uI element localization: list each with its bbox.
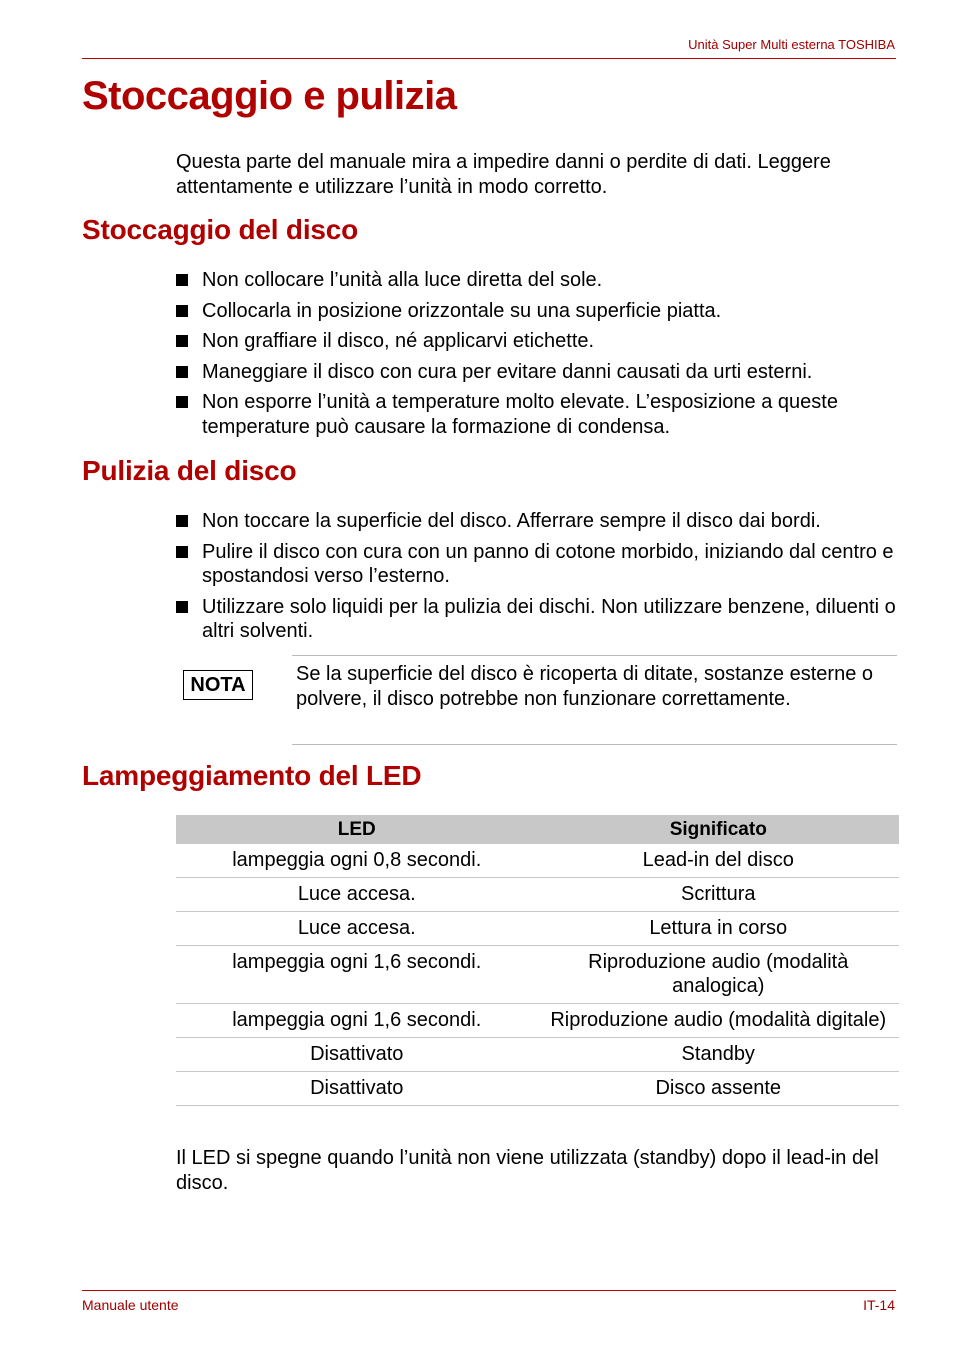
footer-rule [82,1290,896,1291]
column-header-led: LED [176,815,538,844]
bullet-square-icon [176,335,188,347]
bullet-square-icon [176,515,188,527]
note-badge: NOTA [183,670,253,700]
section-heading-storage: Stoccaggio del disco [82,214,359,245]
table-cell-led: lampeggia ogni 1,6 secondi. [176,1004,538,1038]
bullet-square-icon [176,366,188,378]
cleaning-list [176,509,896,650]
list-item: Utilizzare solo liquidi per la pulizia dei dischi. Non utilizzare benzene, diluenti o altri solventi. [176,595,896,644]
header-rule [82,58,896,59]
running-header: Unità Super Multi esterna TOSHIBA [688,37,895,52]
section-heading-led: Lampeggiamento del LED [82,760,422,791]
table-cell-led: lampeggia ogni 0,8 secondi. [176,844,538,878]
table-row [176,844,899,878]
table-cell-led: Luce accesa. [176,912,538,946]
table-cell-meaning: Scrittura [538,878,900,912]
table-row [176,1072,899,1106]
bullet-square-icon [176,305,188,317]
table-cell-meaning: Disco assente [538,1072,900,1106]
table-row [176,1038,899,1072]
list-item: Non graffiare il disco, né applicarvi etichette. [176,329,896,354]
bullet-square-icon [176,601,188,613]
table-cell-meaning: Standby [538,1038,900,1072]
page-title: Stoccaggio e pulizia [82,74,457,118]
intro-paragraph: Questa parte del manuale mira a impedire danni o perdite di dati. Leggere attentamente e utilizzare l’unità in modo corretto. [176,151,831,198]
table-cell-led: Disattivato [176,1072,538,1106]
footer-manual-label: Manuale utente [82,1297,179,1313]
list-item: Collocarla in posizione orizzontale su una superficie piatta. [176,299,896,324]
table-row [176,1004,899,1038]
bullet-square-icon [176,396,188,408]
column-header-meaning: Significato [538,815,900,844]
table-cell-led: Disattivato [176,1038,538,1072]
table-header-row [176,815,899,844]
table-cell-led: Luce accesa. [176,878,538,912]
section-heading-cleaning: Pulizia del disco [82,455,297,486]
table-row [176,912,899,946]
list-item: Non collocare l’unità alla luce diretta del sole. [176,268,896,293]
led-table [176,815,899,1106]
table-cell-meaning: Riproduzione audio (modalità analogica) [538,946,900,1004]
list-item: Non esporre l’unità a temperature molto elevate. L’esposizione a queste temperature può causare la formazione di condensa. [176,390,896,439]
note-bottom-rule [292,744,897,745]
led-footnote: Il LED si spegne quando l’unità non viene utilizzata (standby) dopo il lead-in del disco. [176,1147,879,1194]
table-cell-meaning: Riproduzione audio (modalità digitale) [538,1004,900,1038]
bullet-square-icon [176,546,188,558]
note-text: Se la superficie del disco è ricoperta di ditate, sostanze esterne o polvere, il disco potrebbe non funzionare correttamente. [296,663,873,710]
table-cell-meaning: Lead-in del disco [538,844,900,878]
table-cell-meaning: Lettura in corso [538,912,900,946]
list-item: Non toccare la superficie del disco. Afferrare sempre il disco dai bordi. [176,509,896,534]
bullet-square-icon [176,274,188,286]
table-row [176,878,899,912]
note-top-rule [292,655,897,656]
table-cell-led: lampeggia ogni 1,6 secondi. [176,946,538,1004]
list-item: Maneggiare il disco con cura per evitare danni causati da urti esterni. [176,360,896,385]
storage-list [176,268,896,445]
table-row [176,946,899,1004]
list-item: Pulire il disco con cura con un panno di cotone morbido, iniziando dal centro e spostandosi verso l’esterno. [176,540,896,589]
page-number: IT-14 [863,1297,895,1313]
